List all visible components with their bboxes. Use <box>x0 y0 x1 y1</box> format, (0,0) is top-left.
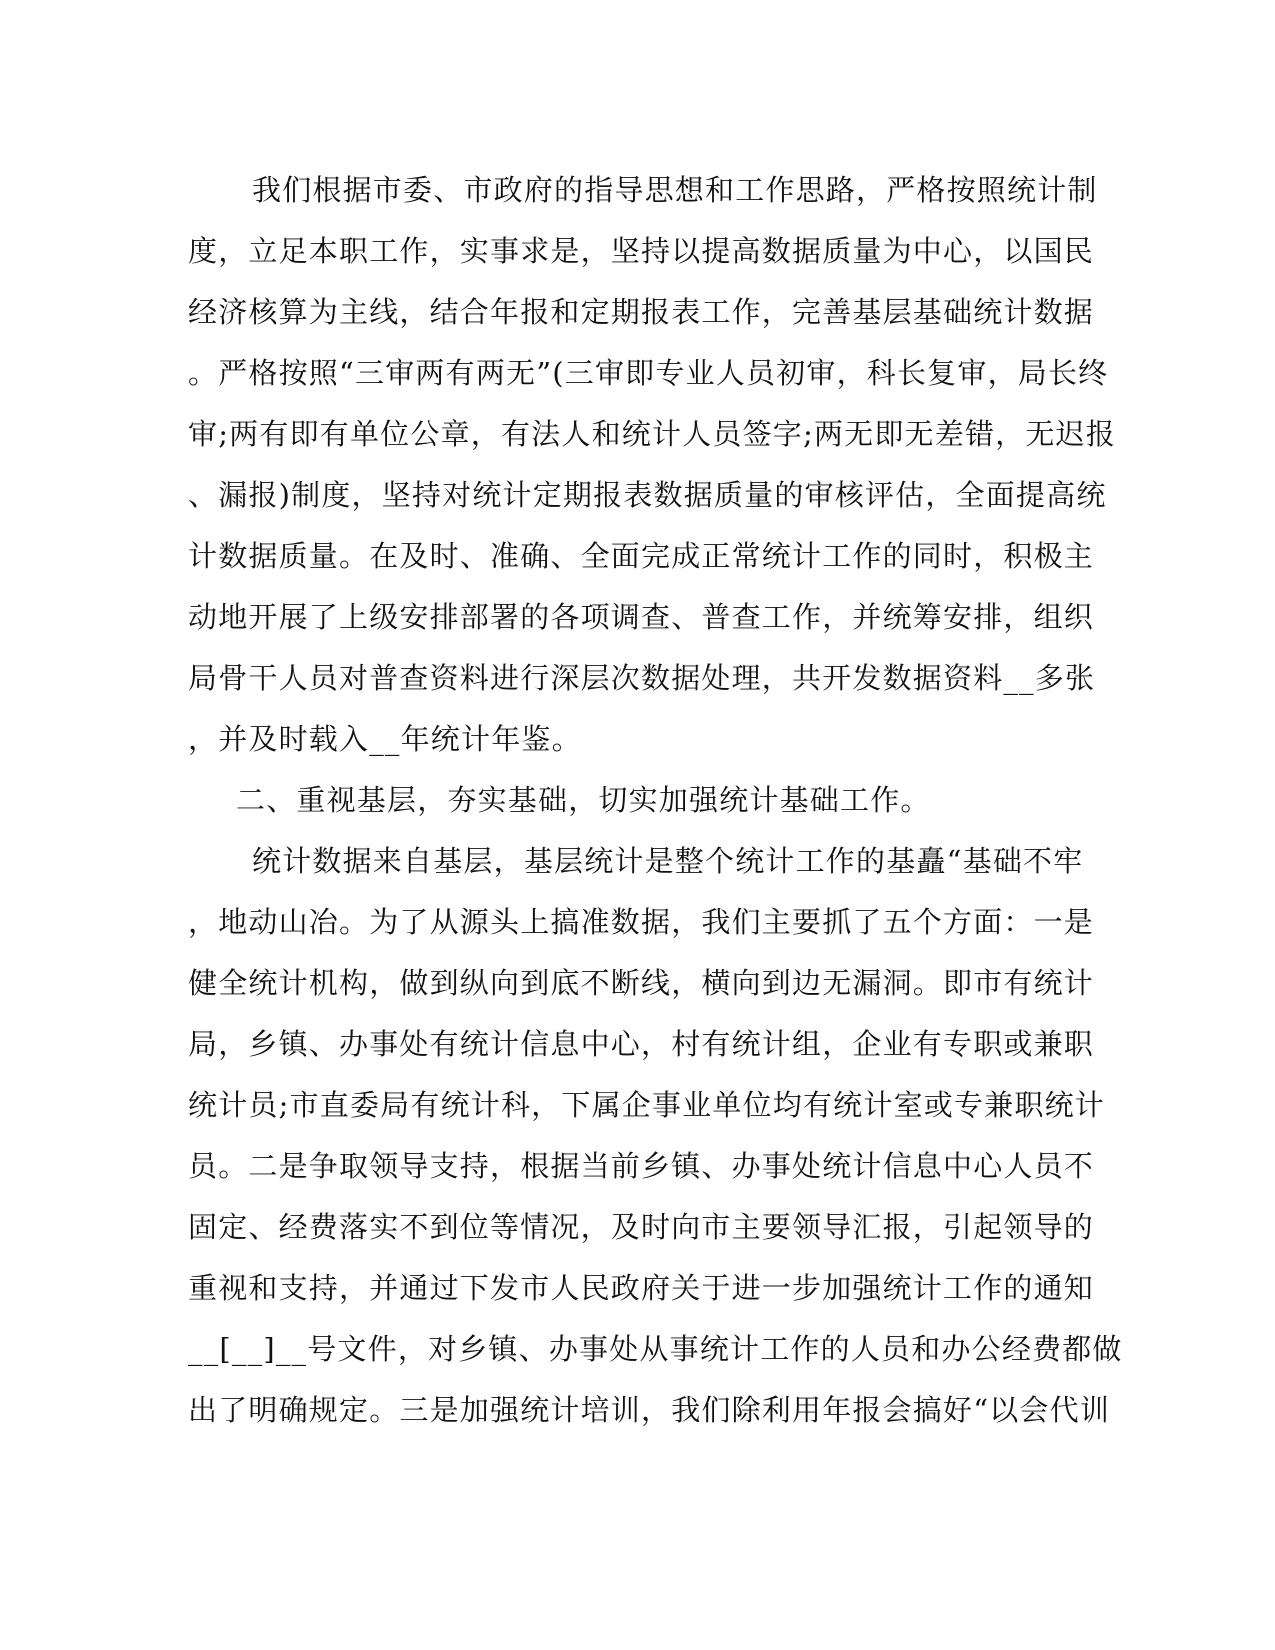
text-line-2: 度，立足本职工作，实事求是，坚持以提高数据质量为中心，以国民 <box>188 234 1095 268</box>
text-line-17: 员。二是争取领导支持，根据当前乡镇、办事处统计信息中心人员不 <box>188 1149 1095 1183</box>
text-line-16: 统计员;市直委局有统计科，下属企事业单位均有统计室或专兼职统计 <box>188 1088 1105 1122</box>
text-line-9: 局骨干人员对普查资料进行深层次数据处理，共开发数据资料__多张 <box>188 661 1096 695</box>
text-line-3: 经济核算为主线，结合年报和定期报表工作，完善基层基础统计数据 <box>188 295 1095 329</box>
text-line-18: 固定、经费落实不到位等情况，及时向市主要领导汇报，引起领导的 <box>188 1210 1095 1244</box>
text-line-7: 计数据质量。在及时、准确、全面完成正常统计工作的同时，积极主 <box>188 539 1095 573</box>
text-line-4: 。严格按照“三审两有两无”(三审即专业人员初审，科长复审，局长终 <box>188 356 1109 390</box>
text-line-1: 我们根据市委、市政府的指导思想和工作思路，严格按照统计制 <box>252 173 1098 207</box>
text-line-14: 健全统计机构，做到纵向到底不断线，横向到边无漏洞。即市有统计 <box>188 966 1095 1000</box>
text-line-8: 动地开展了上级安排部署的各项调查、普查工作，并统筹安排，组织 <box>188 600 1095 634</box>
text-line-19: 重视和支持，并通过下发市人民政府关于进一步加强统计工作的通知 <box>188 1271 1095 1305</box>
text-line-21: 出了明确规定。三是加强统计培训，我们除利用年报会搞好“以会代训 <box>188 1393 1111 1427</box>
text-line-20: __[__]__号文件，对乡镇、办事处从事统计工作的人员和办公经费都做 <box>188 1332 1123 1366</box>
section-heading: 二、重视基层，夯实基础，切实加强统计基础工作。 <box>236 783 931 817</box>
text-line-12: 统计数据来自基层，基层统计是整个统计工作的基矗“基础不牢 <box>252 844 1084 878</box>
text-line-10: ，并及时载入__年统计年鉴。 <box>188 722 582 756</box>
text-line-6: 、漏报)制度，坚持对统计定期报表数据质量的审核评估，全面提高统 <box>188 478 1107 512</box>
text-line-13: ，地动山冶。为了从源头上搞准数据，我们主要抓了五个方面：一是 <box>188 905 1095 939</box>
body-text <box>188 160 1123 1441</box>
text-line-15: 局，乡镇、办事处有统计信息中心，村有统计组，企业有专职或兼职 <box>188 1027 1095 1061</box>
text-line-5: 审;两有即有单位公章，有法人和统计人员签字;两无即无差错，无迟报 <box>188 417 1116 451</box>
